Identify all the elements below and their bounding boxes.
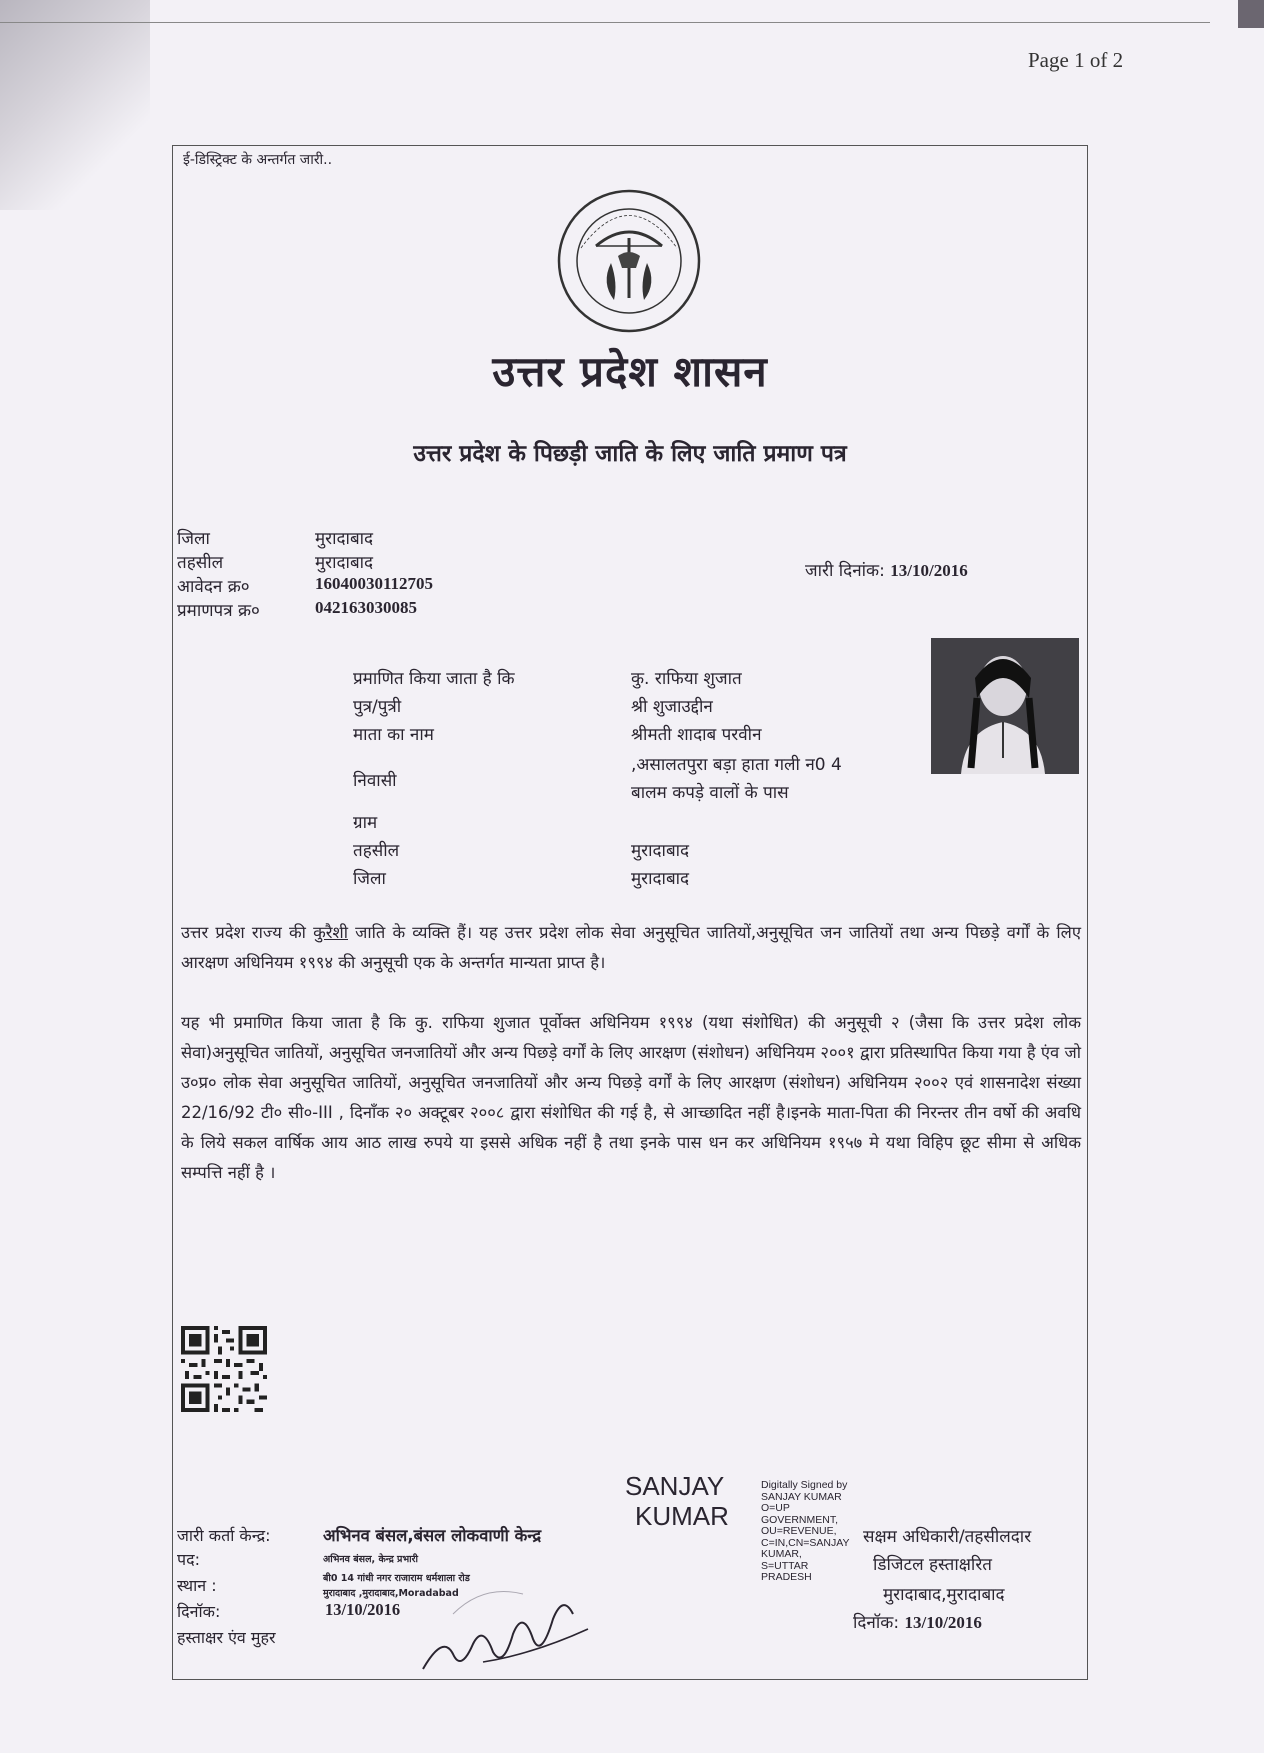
signer-first-name: SANJAY <box>625 1471 725 1501</box>
place-value-line2: मुरादाबाद ,मुरादाबाद,Moradabad <box>323 1588 459 1599</box>
authority-date <box>853 1610 982 1633</box>
authority-date-label: दिनॉक: <box>853 1613 900 1633</box>
issue-date-value: 13/10/2016 <box>890 561 968 580</box>
parent-value: श्री शुजाउद्दीन <box>631 697 713 717</box>
field-district-value: मुरादाबाद <box>631 869 690 889</box>
sig-detail-line: GOVERNMENT, <box>761 1513 839 1526</box>
sig-detail-line: OU=REVENUE, <box>761 1525 837 1537</box>
sig-detail-line: Digitally Signed by <box>761 1479 848 1491</box>
authority-digital-signed: डिजिटल हस्ताक्षरित <box>873 1555 992 1575</box>
issuing-center-value: अभिनव बंसल,बंसल लोकवाणी केन्द्र <box>323 1526 542 1545</box>
certificate-number-label: प्रमाणपत्र क्र० <box>177 601 260 621</box>
sig-detail-line: SANJAY KUMAR <box>761 1490 842 1503</box>
scan-top-line <box>0 22 1210 23</box>
post-label: पद: <box>177 1550 200 1569</box>
tehsil-value: मुरादाबाद <box>315 553 374 573</box>
field-tehsil-label: तहसील <box>353 841 400 861</box>
handwritten-signature <box>413 1574 593 1684</box>
document-title: उत्तर प्रदेश शासन <box>492 347 768 396</box>
page-number: Page 1 of 2 <box>1028 48 1124 72</box>
district-label: जिला <box>177 529 210 549</box>
paragraph-caste <box>181 918 1081 978</box>
header-note: ई-डिस्ट्रिक्ट के अन्तर्गत जारी.. <box>183 152 333 168</box>
caste-name: कुरैशी <box>313 923 348 942</box>
paragraph-caste-part2: जाति के व्यक्ति हैं। यह उत्तर प्रदेश लोक सेवा अनुसूचित जातियों,अनुसूचित जन जातियों तथा अन्य पिछड़े वर्गों के लिए आरक्षण अधिनियम १९९४ की अनुसूची एक के अन्तर्गत मान्यता प्राप्त है। <box>181 923 1081 972</box>
issue-date-label: जारी दिनांक: <box>805 561 885 581</box>
mother-label: माता का नाम <box>353 725 434 745</box>
resident-value-line1: ,असालतपुरा बड़ा हाता गली न0 4 <box>631 755 842 775</box>
issuer-date-value: 13/10/2016 <box>325 1600 401 1619</box>
certificate-frame <box>172 145 1088 1680</box>
authority-place: मुरादाबाद,मुरादाबाद <box>883 1585 1005 1605</box>
village-label: ग्राम <box>353 813 378 833</box>
place-label: स्थान : <box>177 1576 217 1595</box>
certified-label: प्रमाणित किया जाता है कि <box>353 669 515 689</box>
application-number-value: 16040030112705 <box>315 574 434 593</box>
applicant-photo <box>931 638 1079 774</box>
certified-value: कु. राफिया शुजात <box>631 669 742 689</box>
sig-detail-line: S=UTTAR <box>761 1559 809 1572</box>
issuer-date-label: दिनॉक: <box>177 1602 221 1621</box>
paragraph-caste-part1: उत्तर प्रदेश राज्य की <box>181 923 314 942</box>
parent-label: पुत्र/पुत्री <box>353 697 402 717</box>
authority-title: सक्षम अधिकारी/तहसीलदार <box>863 1527 1032 1547</box>
scan-edge-mark <box>1238 0 1264 28</box>
authority-date-value: 13/10/2016 <box>904 1613 982 1632</box>
district-value: मुरादाबाद <box>315 529 374 549</box>
place-value-line1: बी0 14 गांधी नगर राजाराम धर्मशाला रोड <box>323 1573 470 1584</box>
sig-detail-line: O=UP <box>761 1502 790 1514</box>
digital-signature-details <box>761 1480 873 1584</box>
application-number-label: आवेदन क्र० <box>177 577 250 597</box>
sig-detail-line: C=IN,CN=SANJAY <box>761 1536 850 1549</box>
field-district-label: जिला <box>353 869 386 889</box>
mother-value: श्रीमती शादाब परवीन <box>631 725 762 745</box>
sig-detail-line: KUMAR, <box>761 1548 802 1560</box>
tehsil-label: तहसील <box>177 553 224 573</box>
issue-date <box>805 558 968 581</box>
document-subtitle: उत्तर प्रदेश के पिछड़ी जाति के लिए जाति प्रमाण पत्र <box>413 441 847 467</box>
up-government-seal-icon <box>556 188 702 334</box>
paragraph-certification: यह भी प्रमाणित किया जाता है कि कु. राफिया शुजात पूर्वोक्त अधिनियम १९९४ (यथा संशोधित) की अनुसूची २ (जैसा कि उत्तर प्रदेश लोक सेवा)अनुसूचित जातियों, अनुसूचित जनजातियों और अन्य पिछड़े वर्गों के लिए आरक्षण (संशोधन) अधिनियम २००१ द्वारा प्रतिस्थापित किया गया है एंव जो उ०प्र० लोक सेवा अनुसूचित जातियों, अनुसूचित जनजातियों और अन्य पिछड़े वर्गों के लिए आरक्षण (संशोधन) अधिनियम २००२ एवं शासनादेश संख्या 22/16/92 टी० सी०-III , दिनाँक २० अक्टूबर २००८ द्वारा संशोधित की गई है, से आच्छादित नहीं है।इनके माता-पिता की निरन्तर तीन वर्षो की अवधि के लिये सकल वार्षिक आय आठ लाख रुपये या इससे अधिक नहीं है तथा इनके पास धन कर अधिनियम १९५७ मे यथा विहिप छूट सीमा से अधिक सम्पत्ति नहीं है । <box>181 1013 1081 1182</box>
resident-label: निवासी <box>353 771 397 791</box>
page-fold-shadow <box>0 0 150 210</box>
digital-signature-name <box>625 1471 729 1531</box>
sign-seal-label: हस्ताक्षर एंव मुहर <box>177 1628 276 1647</box>
resident-value-line2: बालम कपड़े वालों के पास <box>631 783 789 803</box>
qr-code-icon <box>181 1326 267 1412</box>
sig-detail-line: PRADESH <box>761 1571 812 1583</box>
issuing-center-label: जारी कर्ता केन्द्र: <box>177 1526 271 1545</box>
certificate-number-value: 042163030085 <box>315 598 417 617</box>
signer-last-name: KUMAR <box>635 1501 729 1531</box>
field-tehsil-value: मुरादाबाद <box>631 841 690 861</box>
post-value: अभिनव बंसल, केन्द्र प्रभारी <box>323 1554 418 1565</box>
